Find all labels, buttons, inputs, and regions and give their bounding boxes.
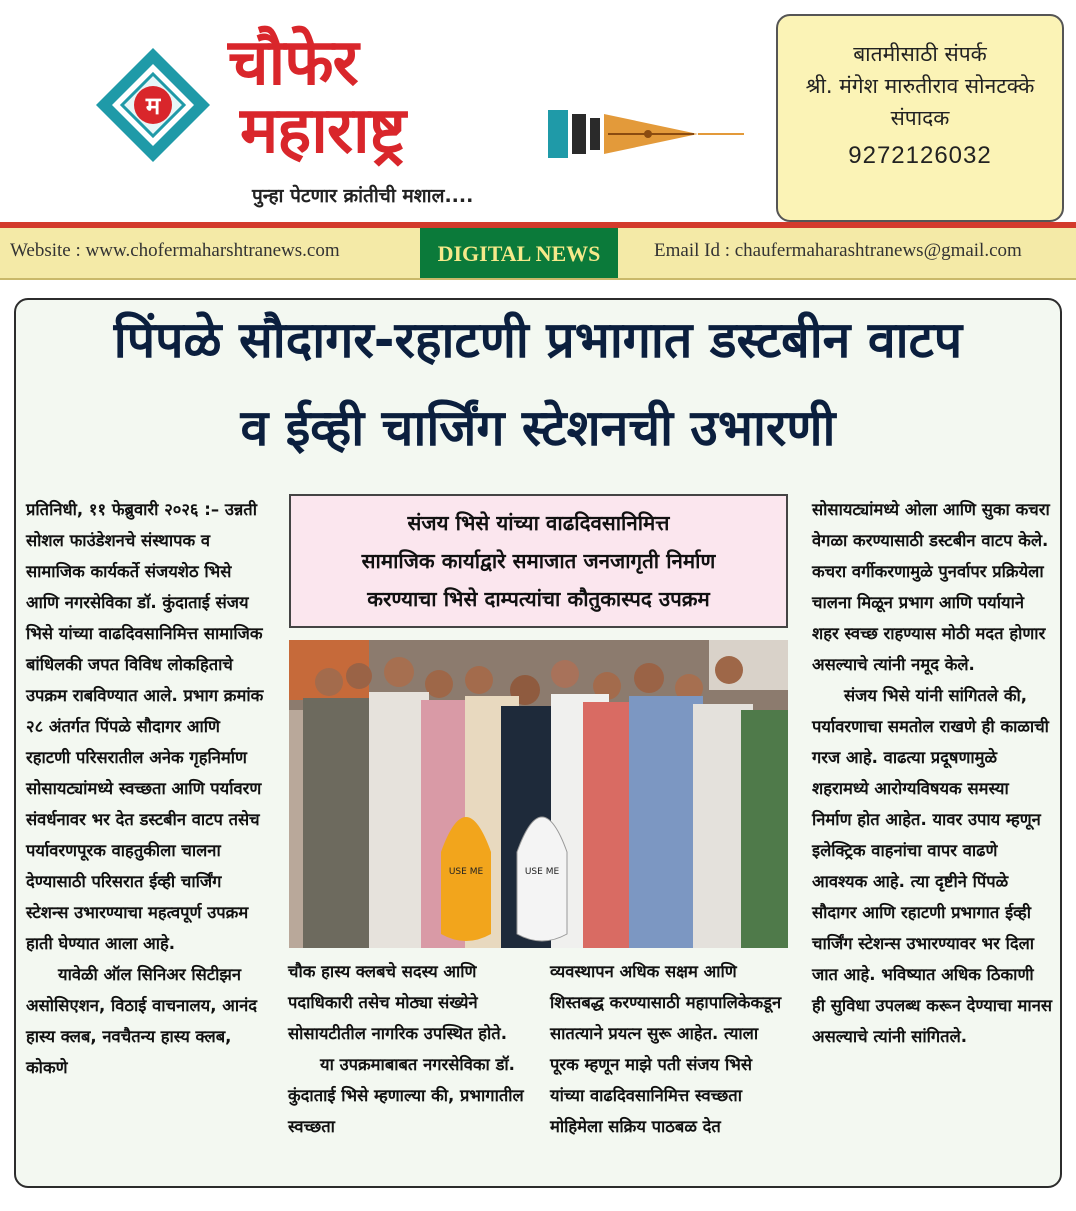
subheadline-box xyxy=(289,494,788,628)
bin-label: USE ME xyxy=(448,867,484,877)
subheadline-line: संजय भिसे यांच्या वाढदिवसानिमित्त xyxy=(407,511,670,535)
headline-line2: व ईव्ही चार्जिंग स्टेशनची उभारणी xyxy=(240,399,836,457)
paragraph: व्यवस्थापन अधिक सक्षम आणि शिस्तबद्ध करण्यासाठी महापालिकेकडून सातत्याने प्रयत्न सुरू आहेत. त्याला पूरक म्हणून माझे पती संजय भिसे यांच्या वाढदिवसानिमित्त स्वच्छता मोहिमेला सक्रिय पाठबळ देत xyxy=(550,962,782,1136)
contact-phone: 9272126032 xyxy=(848,142,992,169)
masthead xyxy=(0,0,1076,290)
contact-heading: बातमीसाठी संपर्क xyxy=(853,42,987,66)
contact-box xyxy=(776,14,1064,222)
paragraph: यावेळी ऑल सिनिअर सिटीझन असोसिएशन, विठाई वाचनालय, आनंद हास्य क्लब, नवचैतन्य हास्य क्लब, कोकणे xyxy=(26,965,258,1077)
brand-name-line1: चौफेर xyxy=(228,26,358,100)
article-column-2 xyxy=(288,956,528,1142)
tagline: पुन्हा पेटणार क्रांतीची मशाल.... xyxy=(252,185,474,207)
headline-line1: पिंपळे सौदागर-रहाटणी प्रभागात डस्टबीन वाटप xyxy=(113,311,963,369)
paragraph: संजय भिसे यांनी सांगितले की, पर्यावरणाचा समतोल राखणे ही काळाची गरज आहे. वाढत्या प्रदूषणामुळे शहरामध्ये आरोग्यविषयक समस्या निर्माण होत आहेत. यावर उपाय म्हणून इलेक्ट्रिक वाहनांचा वापर वाढणे आवश्यक आहे. त्या दृष्टीने पिंपळे सौदागर आणि रहाटणी प्रभागात ईव्ही चार्जिंग स्टेशन्स उभारण्यावर भर दिला जात आहे. भविष्यात अधिक ठिकाणी ही सुविधा उपलब्ध करून देण्याचा मानस असल्याचे त्यांनी सांगितले. xyxy=(812,686,1053,1046)
event-photo xyxy=(289,640,788,948)
logo-letter: म xyxy=(145,92,161,120)
article-column-4 xyxy=(812,494,1052,1052)
paragraph: चौक हास्य क्लबचे सदस्य आणि पदाधिकारी तसेच मोठ्या संख्येने सोसायटीतील नागरिक उपस्थित होते. xyxy=(288,962,507,1043)
paragraph: प्रतिनिधी, ११ फेब्रुवारी २०२६ :– उन्नती सोशल फाउंडेशनचे संस्थापक व सामाजिक कार्यकर्ते संजयशेठ भिसे आणि नगरसेविका डॉ. कुंदाताई संजय भिसे यांच्या वाढदिवसानिमित्त सामाजिक बांधिलकी जपत विविध लोकहिताचे उपक्रम राबविण्यात आले. प्रभाग क्रमांक २८ अंतर्गत पिंपळे सौदागर आणि रहाटणी परिसरातील अनेक गृहनिर्माण सोसायट्यांमध्ये स्वच्छता आणि पर्यावरण संवर्धनावर भर देत डस्टबीन वाटप तसेच पर्यावरणपूरक वाहतुकीला चालना देण्यासाठी परिसरात ईव्ही चार्जिंग स्टेशन्स उभारण्याचा महत्वपूर्ण उपक्रम हाती घेण्यात आला आहे. xyxy=(26,500,264,953)
article-column-1 xyxy=(26,494,266,1083)
email-text: Email Id : chaufermaharashtranews@gmail.com xyxy=(654,240,1022,261)
editor-role: संपादक xyxy=(890,106,950,130)
bin-label: USE ME xyxy=(524,867,560,877)
brand-name-line2: महाराष्ट्र xyxy=(240,94,405,168)
website-text: Website : www.chofermaharshtranews.com xyxy=(10,240,340,261)
fountain-pen-icon xyxy=(548,104,748,164)
digital-news-badge: DIGITAL NEWS xyxy=(420,228,618,278)
article-column-3 xyxy=(550,956,790,1142)
brand-logo-icon xyxy=(92,44,214,166)
subheadline-line: सामाजिक कार्याद्वारे समाजात जनजागृती निर्माण xyxy=(361,549,716,573)
paragraph: या उपक्रमाबाबत नगरसेविका डॉ. कुंदाताई भिसे म्हणाल्या की, प्रभागातील स्वच्छता xyxy=(288,1055,524,1136)
paragraph: सोसायट्यांमध्ये ओला आणि सुका कचरा वेगळा करण्यासाठी डस्टबीन वाटप केले. कचरा वर्गीकरणामुळे पुनर्वापर प्रक्रियेला चालना मिळून प्रभाग आणि पर्यायाने शहर स्वच्छ राहण्यास मोठी मदत होणार असल्याचे त्यांनी नमूद केले. xyxy=(812,500,1050,674)
subheadline-line: करण्याचा भिसे दाम्पत्यांचा कौतुकास्पद उपक्रम xyxy=(367,587,710,611)
editor-name: श्री. मंगेश मारुतीराव सोनटक्के xyxy=(805,74,1035,98)
